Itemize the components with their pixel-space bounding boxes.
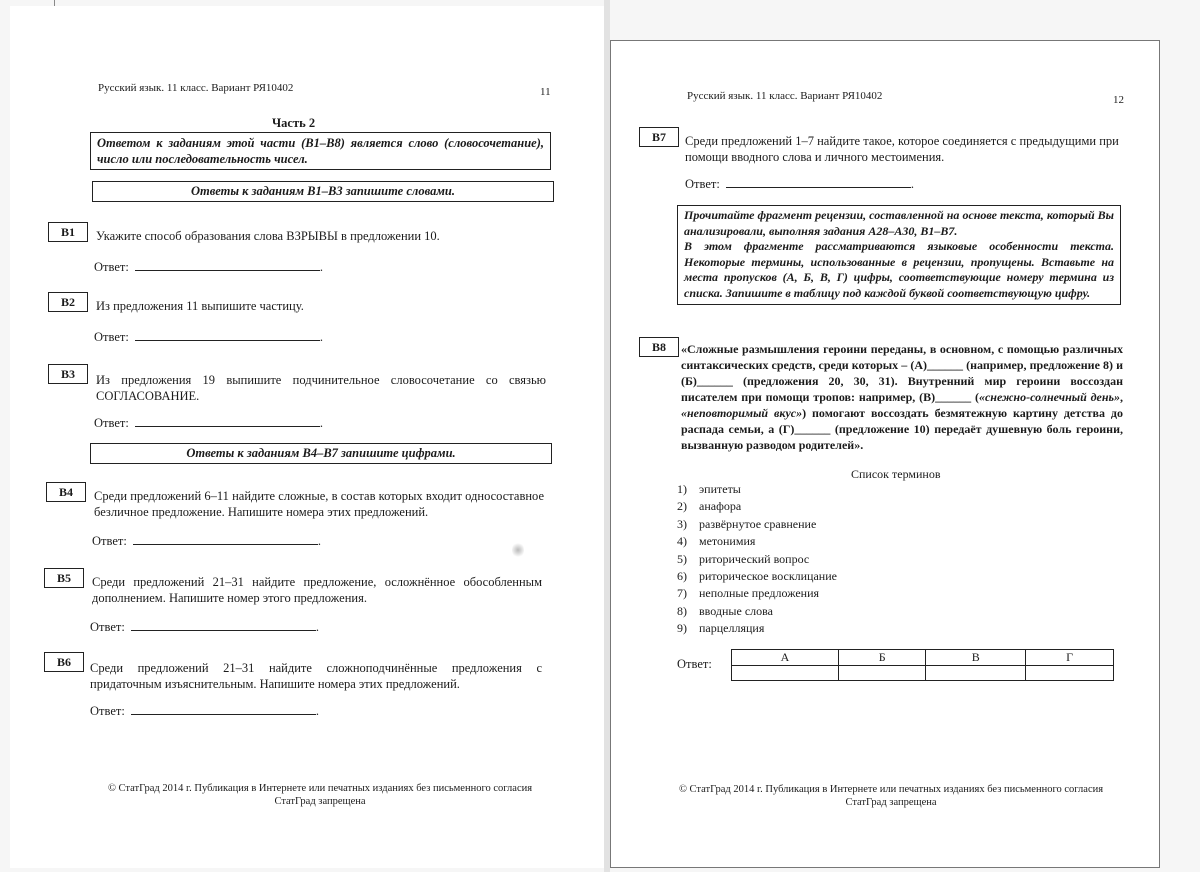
review-instruction-line2: В этом фрагменте рассматриваются языковые особенности текста. Некоторые термины, использованные в рецензии, пропущены. Вставьте на места пропусков (А, Б, В, Г) цифры, соответствующие номеру термина из списка. Запишите в таблицу под каждой буквой соответствующую цифру. [684, 239, 1114, 300]
answer-b1: Ответ: . [94, 260, 323, 274]
table-header-v: В [926, 650, 1026, 666]
question-tag-b1: B1 [48, 222, 88, 242]
question-b5-text: Среди предложений 21–31 найдите предложение, осложнённое обособленным дополнением. Напишите номер этого предложения. [92, 575, 542, 605]
question-b8-text [681, 341, 1123, 453]
answer-b1-field[interactable] [135, 258, 320, 271]
b8-text-part1: «Сложные размышления героини переданы, в основном, с помощью различных синтаксических средств, среди которых – (А)______ (например, предложение 8) и (Б)______ (предложения 20, 30, 31). Внутренний мир героини воссоздан писателем при помощи тропов: например, (В)______ ( [681, 342, 1123, 404]
question-b1-text: Укажите способ образования слова ВЗРЫВЫ в предложении 10. [96, 229, 440, 243]
answer-b3-field[interactable] [135, 414, 320, 427]
instruction-words-box: Ответы к заданиям В1–В3 запишите словами. [92, 181, 554, 202]
page-number: 12 [1113, 94, 1124, 106]
answer-label: Ответ: [92, 534, 127, 548]
footer-line1: © СтатГрад 2014 г. Публикация в Интернете или печатных изданиях без письменного согласия [107, 783, 533, 794]
footer-line2: СтатГрад запрещена [845, 797, 937, 808]
page-header: Русский язык. 11 класс. Вариант РЯ10402 [687, 90, 883, 102]
answer-cell-b[interactable] [839, 666, 926, 681]
question-b3-text: Из предложения 19 выпишите подчинительное словосочетание со связью СОГЛАСОВАНИЕ. [96, 373, 546, 403]
answer-cell-a[interactable] [732, 666, 839, 681]
answer-b3: Ответ: . [94, 416, 323, 430]
answer-label: Ответ: [94, 260, 129, 274]
answer-table-header-row [732, 650, 1114, 666]
answer-b5: Ответ: . [90, 620, 319, 634]
question-tag-b2: B2 [48, 292, 88, 312]
review-instruction-line1: Прочитайте фрагмент рецензии, составленной на основе текста, который Вы анализировали, выполняя задания А28–А30, В1–В7. [684, 208, 1114, 238]
list-item: 3) развёрнутое сравнение [677, 516, 817, 531]
question-b2-text: Из предложения 11 выпишите частицу. [96, 299, 304, 313]
b8-quote2: «неповторимый вкус» [681, 406, 803, 420]
table-header-g: Г [1026, 650, 1114, 666]
list-item: 1) эпитеты [677, 482, 741, 496]
right-page [610, 40, 1160, 868]
page-footer [671, 783, 1111, 809]
question-tag-b5: B5 [44, 568, 84, 588]
instruction-digits-box: Ответы к заданиям В4–В7 запишите цифрами. [90, 443, 552, 464]
footer-line1: © СтатГрад 2014 г. Публикация в Интернете или печатных изданиях без письменного согласия [678, 784, 1104, 795]
terms-list [677, 481, 977, 638]
answer-table [731, 649, 1114, 681]
question-tag-b6: B6 [44, 652, 84, 672]
terms-title: Список терминов [851, 467, 941, 481]
list-item: 2) анафора [677, 499, 742, 514]
left-page [10, 6, 605, 868]
scan-smudge [512, 542, 524, 558]
answer-label: Ответ: [90, 620, 125, 634]
answer-cell-g[interactable] [1026, 666, 1114, 681]
answer-table-input-row [732, 666, 1114, 681]
list-item: 7) неполные предложения [677, 586, 820, 601]
page-footer [90, 782, 550, 808]
answer-table-label: Ответ: [677, 657, 712, 671]
table-header-b: Б [839, 650, 926, 666]
footer-line2: СтатГрад запрещена [274, 796, 366, 807]
answer-cell-v[interactable] [926, 666, 1026, 681]
question-b4-text: Среди предложений 6–11 найдите сложные, в состав которых входит односоставное безличное предложение. Напишите номера этих предложений. [94, 489, 544, 519]
answer-b7-field[interactable] [726, 175, 911, 188]
table-header-a: А [732, 650, 839, 666]
question-tag-b3: B3 [48, 364, 88, 384]
question-tag-b4: B4 [46, 482, 86, 502]
answer-b6: Ответ: . [90, 704, 319, 718]
question-b7-text: Среди предложений 1–7 найдите такое, которое соединяется с предыдущими при помощи вводного слова и личного местоимения. [685, 134, 1119, 164]
b8-text-part2: ) помогают воссоздать безмятежную картину детства до распада семьи, а (Г)______ (предложение 10) передаёт душевную боль героини, вызванную разводом родителей». [681, 406, 1123, 452]
answer-b4: Ответ: . [92, 534, 321, 548]
answer-label: Ответ: [94, 416, 129, 430]
list-item: 9) парцелляция [677, 621, 765, 636]
page-number: 11 [540, 86, 551, 98]
answer-b7: Ответ: . [685, 177, 914, 191]
answer-label: Ответ: [90, 704, 125, 718]
list-item: 4) метонимия [677, 534, 756, 549]
part-instruction-box: Ответом к заданиям этой части (В1–В8) является слово (словосочетание), число или последовательность чисел. [90, 132, 551, 170]
answer-label: Ответ: [94, 330, 129, 344]
question-tag-b8: B8 [639, 337, 679, 357]
b8-comma: , [1120, 390, 1124, 404]
answer-b5-field[interactable] [131, 618, 316, 631]
b8-quote1: «снежно-солнечный день» [978, 390, 1121, 404]
page-header: Русский язык. 11 класс. Вариант РЯ10402 [98, 82, 294, 94]
part-title: Часть 2 [272, 116, 316, 130]
answer-b6-field[interactable] [131, 702, 316, 715]
list-item: 6) риторическое восклицание [677, 569, 837, 584]
answer-b2-field[interactable] [135, 328, 320, 341]
answer-label: Ответ: [685, 177, 720, 191]
answer-b2: Ответ: . [94, 330, 323, 344]
list-item: 8) вводные слова [677, 603, 773, 618]
answer-b4-field[interactable] [133, 532, 318, 545]
review-instruction-box [677, 205, 1121, 305]
question-b6-text: Среди предложений 21–31 найдите сложноподчинённые предложения с придаточным изъяснительным. Напишите номера этих предложений. [90, 661, 542, 691]
list-item: 5) риторический вопрос [677, 551, 810, 566]
question-tag-b7: B7 [639, 127, 679, 147]
